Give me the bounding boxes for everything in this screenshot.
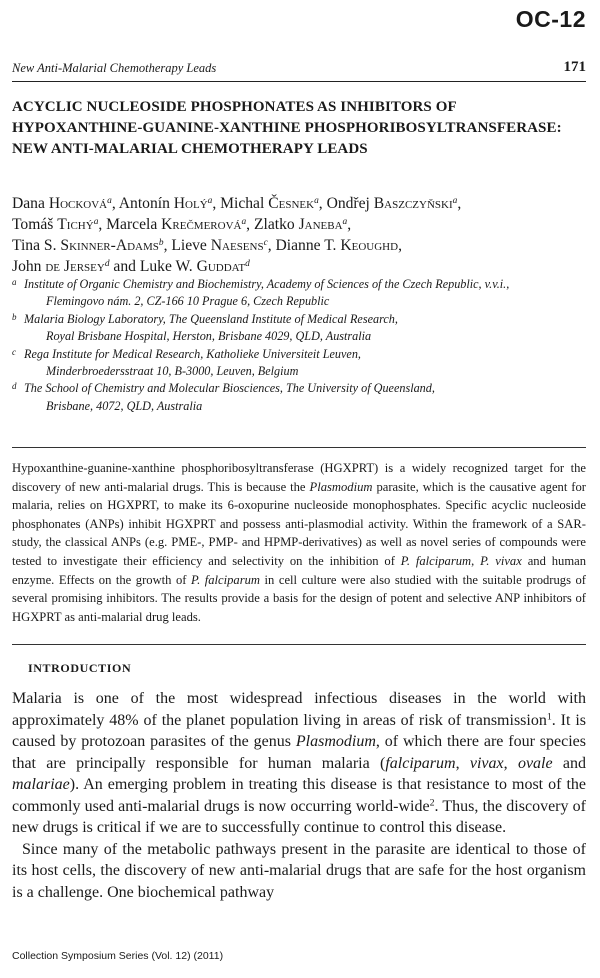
author-list bbox=[12, 193, 586, 277]
session-code: OC-12 bbox=[515, 6, 586, 32]
affiliation: d The School of Chemistry and Molecular Biosciences, The University of Queensland, Brisbane, 4072, QLD, Australia bbox=[12, 381, 435, 413]
author: Michal Česnek$^a$ bbox=[220, 195, 319, 212]
title-line: ACYCLIC NUCLEOSIDE PHOSPHONATES AS INHIBITORS OF bbox=[12, 99, 457, 115]
author: Antonín Holý$^a$ bbox=[118, 195, 213, 212]
author: Ondřej Baszczyňski$^a$ bbox=[326, 195, 458, 212]
paragraph: Malaria is one of the most widespread infectious diseases in the world with approximately 48% of the planet population living in areas of risk of transmission$^1$. It is caused by protozoan parasites of the genus Plasmodium, of which there are four species that are principally responsible for human malaria (falciparum, vivax, ovale and malariae). An emerging problem in treating this disease is that resistance to most of the commonly used anti-malarial drugs is now occurring world-wide$^2$. Thus, the discovery of new drugs is critical if we are to successfully continue to control this disease. bbox=[12, 690, 587, 836]
author-line: Tina S. Skinner-Adams$^b$, Lieve Naesens$^c$, Dianne T. Keoughd, bbox=[12, 237, 402, 254]
author-line: Tomáš Tichý$^a$, Marcela Krečmerová$^a$, Zlatko Janeba$^a$, bbox=[12, 216, 352, 233]
affiliation: a Institute of Organic Chemistry and Biochemistry, Academy of Sciences of the Czech Republic, v.v.i., Flemingovo nám. 2, CZ-166 10 Prague 6, Czech Republic bbox=[12, 277, 510, 309]
title-line: NEW ANTI-MALARIAL CHEMOTHERAPY LEADS bbox=[12, 141, 368, 157]
paper-title bbox=[12, 97, 586, 160]
author: Zlatko Janeba$^a$ bbox=[253, 216, 348, 233]
author: Marcela Krečmerová$^a$ bbox=[106, 216, 247, 233]
author: Tina S. Skinner-Adams$^b$ bbox=[12, 237, 164, 254]
paragraph: Since many of the metabolic pathways present in the parasite are identical to those of its host cells, the discovery of new anti-malarial drugs that are safe for the host organism is a challenge. One biochemical pathway bbox=[12, 840, 586, 901]
author-line: Dana Hocková$^a$, Antonín Holý$^a$, Michal Česnek$^a$, Ondřej Baszczyňski$^a$, bbox=[12, 195, 462, 212]
intro-body bbox=[12, 688, 586, 903]
author: Luke W. Guddat$^d$ bbox=[139, 258, 250, 275]
author: Dianne T. Keoughd bbox=[275, 237, 399, 254]
author: John de Jersey$^d$ bbox=[12, 258, 110, 275]
running-header bbox=[12, 59, 586, 82]
section-heading: INTRODUCTION bbox=[28, 661, 132, 675]
affiliation: b Malaria Biology Laboratory, The Queensland Institute of Medical Research, Royal Brisbane Hospital, Herston, Brisbane 4029, QLD, Australia bbox=[12, 311, 398, 344]
abstract: Hypoxanthine-guanine-xanthine phosphoribosyltransferase (HGXPRT) is a widely recognized target for the discovery of new anti-malarial drugs. This is because the Plasmodium parasite, which is the causative agent for malaria, relies on HGXPRT, to make its 6-oxopurine nucleoside monophosphates. Specific acyclic nucleoside phosphonates (ANPs) inhibit HGXPRT and possess anti-plasmodial activity. Within the framework of a SAR-study, the classical ANPs (e.g. PME-, PMP- and HPMP-derivatives) as well as novel series of compounds were tested to investigate their efficiency and selectivity on the inhibition of P. falciparum, P. vivax and human enzyme. Effects on the growth of P. falciparum in cell culture were also studied with the suitable prodrugs of several promising inhibitors. The results provide a basis for the design of potent and selective ANP inhibitors of HGXPRT as anti-malarial drug leads. bbox=[12, 461, 587, 624]
page-number: 171 bbox=[563, 59, 586, 75]
author-line: John de Jersey$^d$ and Luke W. Guddat$^d$ bbox=[12, 258, 250, 275]
author: Dana Hocková$^a$ bbox=[12, 195, 112, 212]
title-line: HYPOXANTHINE-GUANINE-XANTHINE PHOSPHORIBOSYLTRANSFERASE: bbox=[12, 120, 562, 136]
affiliation-list bbox=[12, 276, 586, 415]
author: Lieve Naesens$^c$ bbox=[171, 237, 268, 254]
running-title: New Anti-Malarial Chemotherapy Leads bbox=[12, 61, 217, 75]
author: Tomáš Tichý$^a$ bbox=[12, 216, 99, 233]
abstract-bottom-rule bbox=[12, 644, 586, 645]
affiliation: c Rega Institute for Medical Research, Katholieke Universiteit Leuven, Minderbroedersstraat 10, B-3000, Leuven, Belgium bbox=[12, 346, 361, 379]
footer-citation: Collection Symposium Series (Vol. 12) (2011) bbox=[12, 950, 224, 962]
abstract-top-rule bbox=[12, 447, 586, 448]
